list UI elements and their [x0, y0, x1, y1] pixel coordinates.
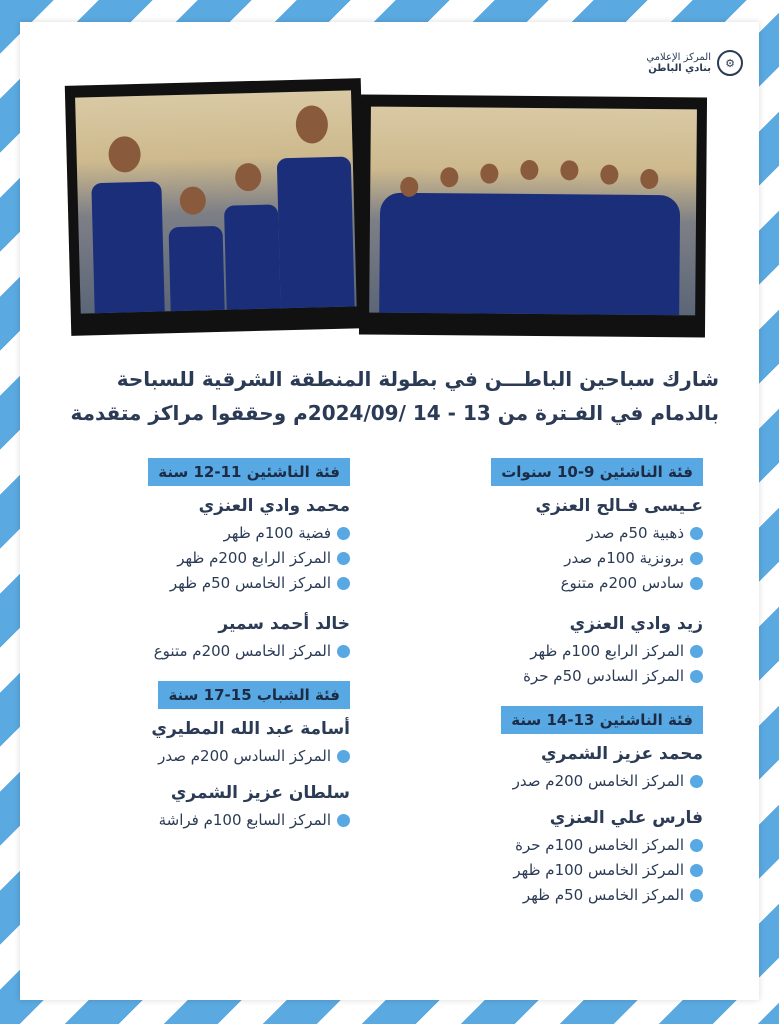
result-item: ذهبية 50م صدر	[373, 524, 703, 542]
bullet-icon	[690, 552, 703, 565]
result-item: المركز الخامس 100م ظهر	[373, 861, 703, 879]
result-item: المركز السادس 200م صدر	[70, 747, 350, 765]
category-label: فئة الناشئين 13-14 سنة	[501, 706, 703, 734]
bullet-icon	[337, 527, 350, 540]
headline-line-1: شارك سباحين الباطـــن في بطولة المنطقة الشرقية للسباحة	[116, 367, 719, 391]
category-label: فئة الناشئين 9-10 سنوات	[491, 458, 703, 486]
bullet-icon	[690, 645, 703, 658]
bullet-icon	[690, 577, 703, 590]
bullet-icon	[337, 814, 350, 827]
club-logo	[646, 50, 743, 76]
result-item: المركز السابع 100م فراشة	[70, 811, 350, 829]
swimmer-name: خالد أحمد سمير	[218, 614, 350, 634]
bullet-icon	[337, 750, 350, 763]
category-label: فئة الناشئين 11-12 سنة	[148, 458, 350, 486]
right-column	[373, 458, 703, 911]
poster-card	[20, 22, 759, 1000]
bullet-icon	[337, 552, 350, 565]
headline	[60, 362, 719, 430]
result-item: برونزية 100م صدر	[373, 549, 703, 567]
result-item: المركز الخامس 50م ظهر	[373, 886, 703, 904]
category-label: فئة الشباب 15-17 سنة	[158, 681, 350, 709]
result-item: فضية 100م ظهر	[70, 524, 350, 542]
bullet-icon	[690, 775, 703, 788]
bullet-icon	[337, 645, 350, 658]
club-emblem-icon: ⚙	[717, 50, 743, 76]
result-item: المركز الخامس 100م حرة	[373, 836, 703, 854]
swimmer-name: أسامة عبد الله المطيري	[151, 719, 350, 739]
result-item: المركز الخامس 50م ظهر	[70, 574, 350, 592]
headline-line-2: بالدمام في الفـترة من 13 - 14 /2024/09م وحققوا مراكز متقدمة	[70, 401, 719, 425]
swimmer-name: عـيسى فـالح العنزي	[535, 496, 703, 516]
result-item: المركز السادس 50م حرة	[373, 667, 703, 685]
logo-line-2: بنادي الباطن	[648, 63, 711, 74]
bullet-icon	[690, 670, 703, 683]
swimmer-name: محمد وادي العنزي	[198, 496, 350, 516]
result-item: المركز الرابع 200م ظهر	[70, 549, 350, 567]
bullet-icon	[337, 577, 350, 590]
bullet-icon	[690, 889, 703, 902]
left-column	[70, 458, 350, 836]
logo-line-1: المركز الإعلامي	[646, 52, 711, 63]
swimmer-name: زيد وادي العنزي	[569, 614, 703, 634]
swimmer-name: محمد عزيز الشمري	[540, 744, 703, 764]
result-item: المركز الخامس 200م صدر	[373, 772, 703, 790]
bullet-icon	[690, 864, 703, 877]
result-item: سادس 200م متنوع	[373, 574, 703, 592]
result-item: المركز الرابع 100م ظهر	[373, 642, 703, 660]
swimmer-name: سلطان عزيز الشمري	[170, 783, 350, 803]
result-item: المركز الخامس 200م متنوع	[70, 642, 350, 660]
bullet-icon	[690, 527, 703, 540]
swimmer-name: فارس علي العنزي	[549, 808, 703, 828]
photo-medal-winners	[65, 78, 367, 336]
bullet-icon	[690, 839, 703, 852]
photo-team-group	[359, 94, 707, 337]
